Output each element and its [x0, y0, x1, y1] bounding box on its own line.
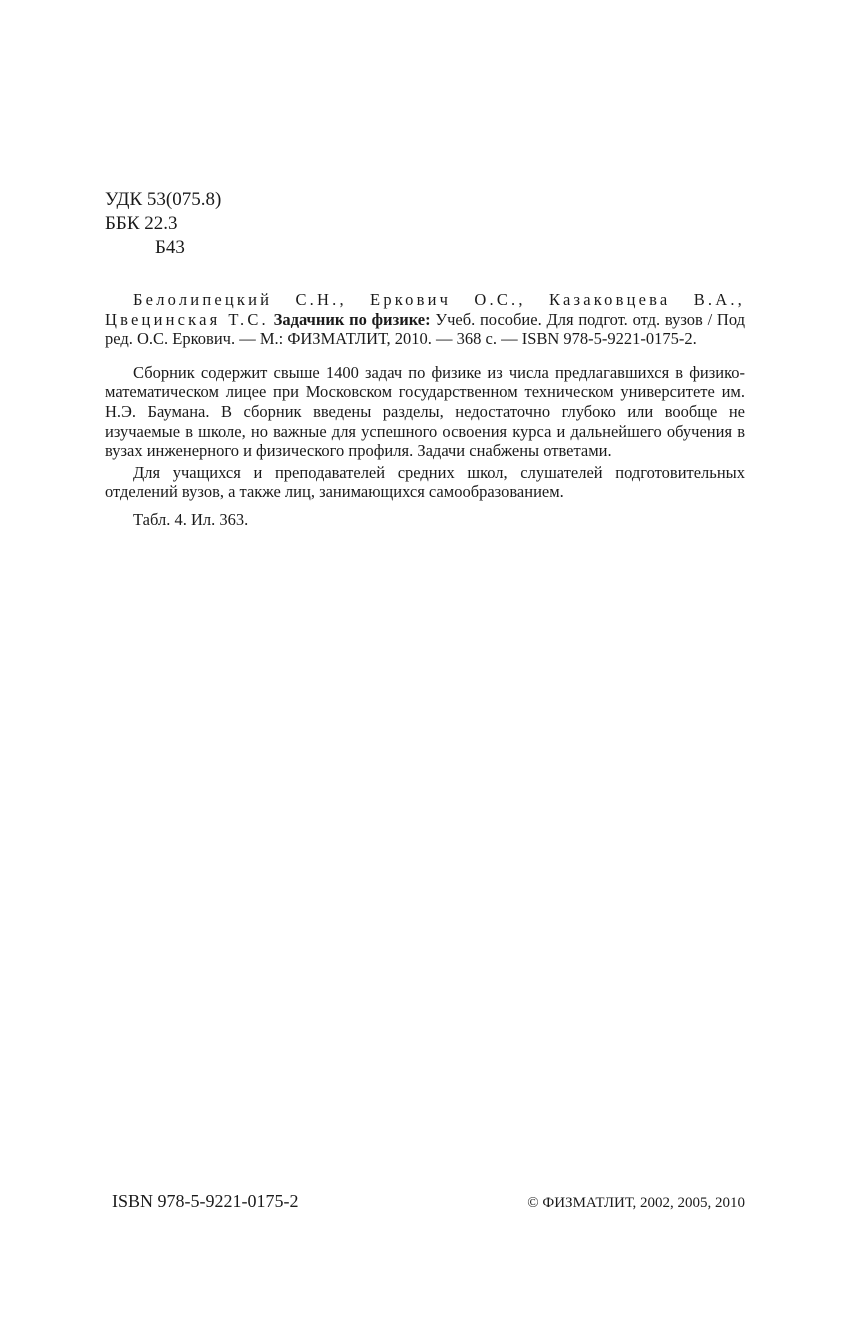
authors: Белолипецкий С.Н., Еркович О.С., Казаковцева В.А., Цвецинская Т.С. — [105, 290, 745, 329]
isbn: ISBN 978-5-9221-0175-2 — [112, 1191, 299, 1211]
publication-details: Учеб. пособие. Для подгот. отд. вузов / Под ред. О.С. Еркович. — М.: ФИЗМАТЛИТ, 2010. — 368 с. — ISBN 978-5-9221-0175-2. — [105, 309, 746, 349]
stats-line: Табл. 4. Ил. 363. — [133, 509, 249, 529]
annotation-block — [105, 290, 745, 530]
author-mark: Б43 — [155, 237, 185, 258]
summary-paragraph: Сборник содержит свыше 1400 задач по физике из числа предлагавшихся в физико-математическом лицее при Московском государственном техническом университете им. Н.Э. Баумана. В сборник введены разделы, недостаточно глубоко или вообще не изучаемые в школе, но важные для успешного освоения курса и дальнейшего обучения в вузах инженерного и физического профиля. Задачи снабжены ответами. — [105, 362, 745, 461]
udc-code: УДК 53(075.8) — [105, 189, 222, 210]
copyright: © ФИЗМАТЛИТ, 2002, 2005, 2010 — [527, 1195, 745, 1211]
audience-paragraph: Для учащихся и преподавателей средних школ, слушателей подготовительных отделений вузов, а также лиц, занимающихся самообразованием. — [105, 462, 745, 502]
book-title: Задачник по физике: — [273, 309, 431, 329]
bbk-code: ББК 22.3 — [105, 213, 178, 234]
bibliographic-record — [105, 290, 745, 349]
classification-codes — [105, 188, 221, 260]
